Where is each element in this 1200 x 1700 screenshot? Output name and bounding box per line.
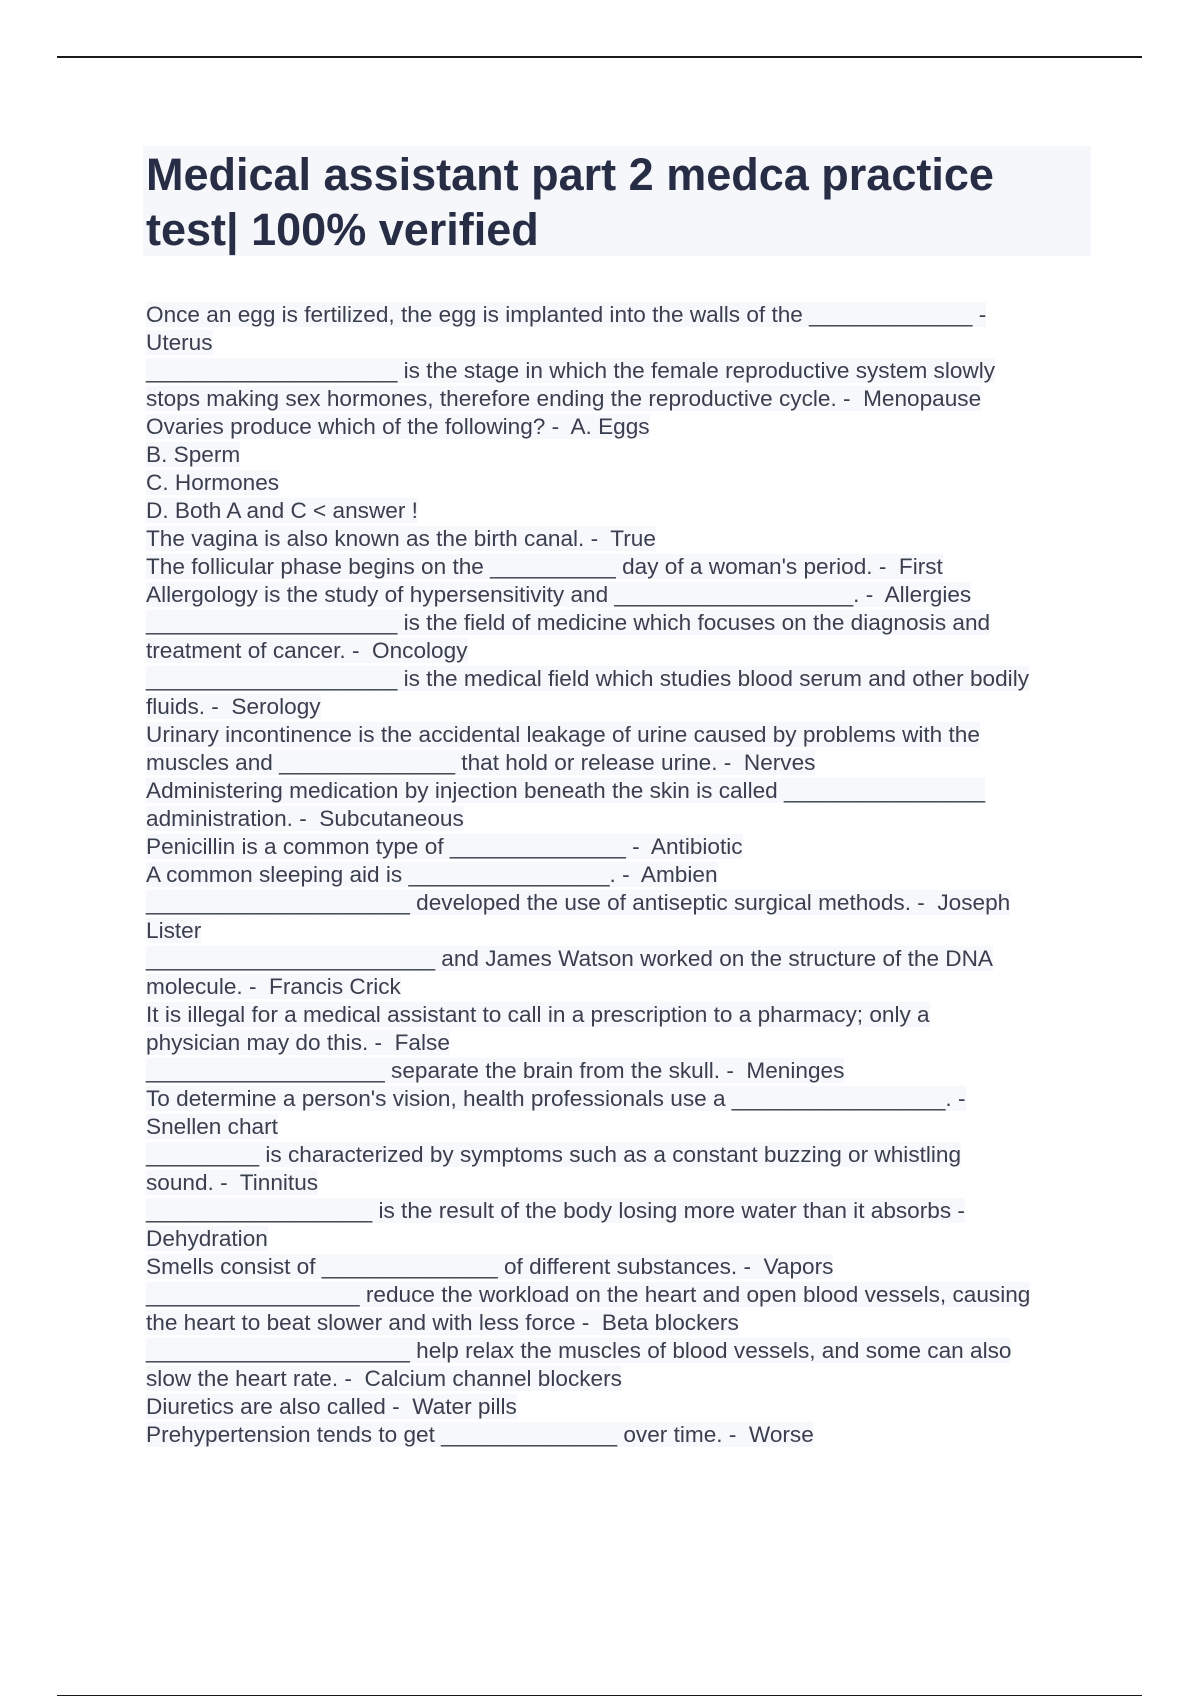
question-line [146,1029,1091,1057]
question-line [146,581,1091,609]
question-line-text: ____________________ is the stage in which the female reproductive system slowly [146,358,996,383]
title-block [143,146,1091,256]
question-line-text: ___________________ separate the brain from the skull. - Meninges [146,1058,845,1083]
question-line [146,301,1091,329]
question-line-text: B. Sperm [146,442,241,467]
question-line-text: To determine a person's vision, health professionals use a _________________. - [146,1086,966,1111]
page-title-line-1: Medical assistant part 2 medca practice [146,149,994,200]
question-line-text: ____________________ is the medical field which studies blood serum and other bodily [146,666,1030,691]
question-line [146,525,1091,553]
question-line-text: Diuretics are also called - Water pills [146,1394,517,1419]
question-line [146,861,1091,889]
question-line-text: muscles and ______________ that hold or release urine. - Nerves [146,750,816,775]
question-line-text: The follicular phase begins on the __________ day of a woman's period. - First [146,554,943,579]
question-line-text: __________________ is the result of the body losing more water than it absorbs - [146,1198,965,1223]
question-line [146,1001,1091,1029]
question-line-text: Allergology is the study of hypersensitivity and ___________________. - Allergies [146,582,972,607]
question-line-text: D. Both A and C < answer ! [146,498,418,523]
question-line-text: administration. - Subcutaneous [146,806,464,831]
question-line-text: The vagina is also known as the birth canal. - True [146,526,656,551]
question-line-text: Urinary incontinence is the accidental leakage of urine caused by problems with the [146,722,980,747]
question-line-text: physician may do this. - False [146,1030,450,1055]
question-line [146,1337,1091,1365]
question-line [146,973,1091,1001]
question-line [146,777,1091,805]
question-line-text: Administering medication by injection beneath the skin is called ________________ [146,778,986,803]
question-line [146,805,1091,833]
question-line [146,945,1091,973]
question-line [146,1113,1091,1141]
question-line-text: sound. - Tinnitus [146,1170,319,1195]
question-line [146,609,1091,637]
question-line-text: stops making sex hormones, therefore ending the reproductive cycle. - Menopause [146,386,982,411]
question-line-text: C. Hormones [146,470,280,495]
page-title-line-2: test| 100% verified [146,204,539,255]
question-line [146,1309,1091,1337]
question-line-text: fluids. - Serology [146,694,321,719]
question-line-text: _____________________ developed the use of antiseptic surgical methods. - Joseph [146,890,1011,915]
question-line [146,1197,1091,1225]
question-line-text: _____________________ help relax the muscles of blood vessels, and some can also [146,1338,1012,1363]
question-line-text: _______________________ and James Watson worked on the structure of the DNA [146,946,994,971]
question-line [146,693,1091,721]
question-line-text: the heart to beat slower and with less force - Beta blockers [146,1310,739,1335]
question-line [146,1393,1091,1421]
question-line-text: molecule. - Francis Crick [146,974,401,999]
question-line [146,553,1091,581]
question-line-text: ____________________ is the field of medicine which focuses on the diagnosis and [146,610,991,635]
question-line-text: Dehydration [146,1226,268,1251]
question-line [146,665,1091,693]
question-line [146,469,1091,497]
question-line-text: A common sleeping aid is ________________. - Ambien [146,862,718,887]
page-title [143,147,1091,257]
question-line [146,441,1091,469]
question-line [146,1169,1091,1197]
bottom-rule [57,1695,1142,1696]
question-line [146,637,1091,665]
question-line-text: treatment of cancer. - Oncology [146,638,468,663]
question-line [146,1421,1091,1449]
question-line [146,497,1091,525]
question-line-text: slow the heart rate. - Calcium channel blockers [146,1366,622,1391]
question-line [146,1085,1091,1113]
question-list [146,301,1091,1449]
question-line-text: _________ is characterized by symptoms such as a constant buzzing or whistling [146,1142,962,1167]
top-rule [57,56,1142,58]
question-line [146,1141,1091,1169]
question-line-text: Lister [146,918,202,943]
question-line-text: Snellen chart [146,1114,278,1139]
question-line [146,1057,1091,1085]
question-line [146,413,1091,441]
question-line [146,1281,1091,1309]
question-line [146,329,1091,357]
question-line [146,721,1091,749]
question-line [146,1225,1091,1253]
question-line-text: It is illegal for a medical assistant to call in a prescription to a pharmacy; only a [146,1002,930,1027]
question-line-text: Smells consist of ______________ of different substances. - Vapors [146,1254,834,1279]
question-line-text: Once an egg is fertilized, the egg is implanted into the walls of the _____________ - [146,302,987,327]
question-line [146,1365,1091,1393]
question-line [146,889,1091,917]
question-line [146,749,1091,777]
question-line [146,1253,1091,1281]
question-line-text: Penicillin is a common type of ______________ - Antibiotic [146,834,743,859]
question-line [146,357,1091,385]
question-line [146,833,1091,861]
question-line-text: _________________ reduce the workload on the heart and open blood vessels, causing [146,1282,1031,1307]
question-line-text: Ovaries produce which of the following? - A. Eggs [146,414,650,439]
question-line [146,385,1091,413]
question-line [146,917,1091,945]
question-line-text: Uterus [146,330,213,355]
question-line-text: Prehypertension tends to get ______________ over time. - Worse [146,1422,814,1447]
